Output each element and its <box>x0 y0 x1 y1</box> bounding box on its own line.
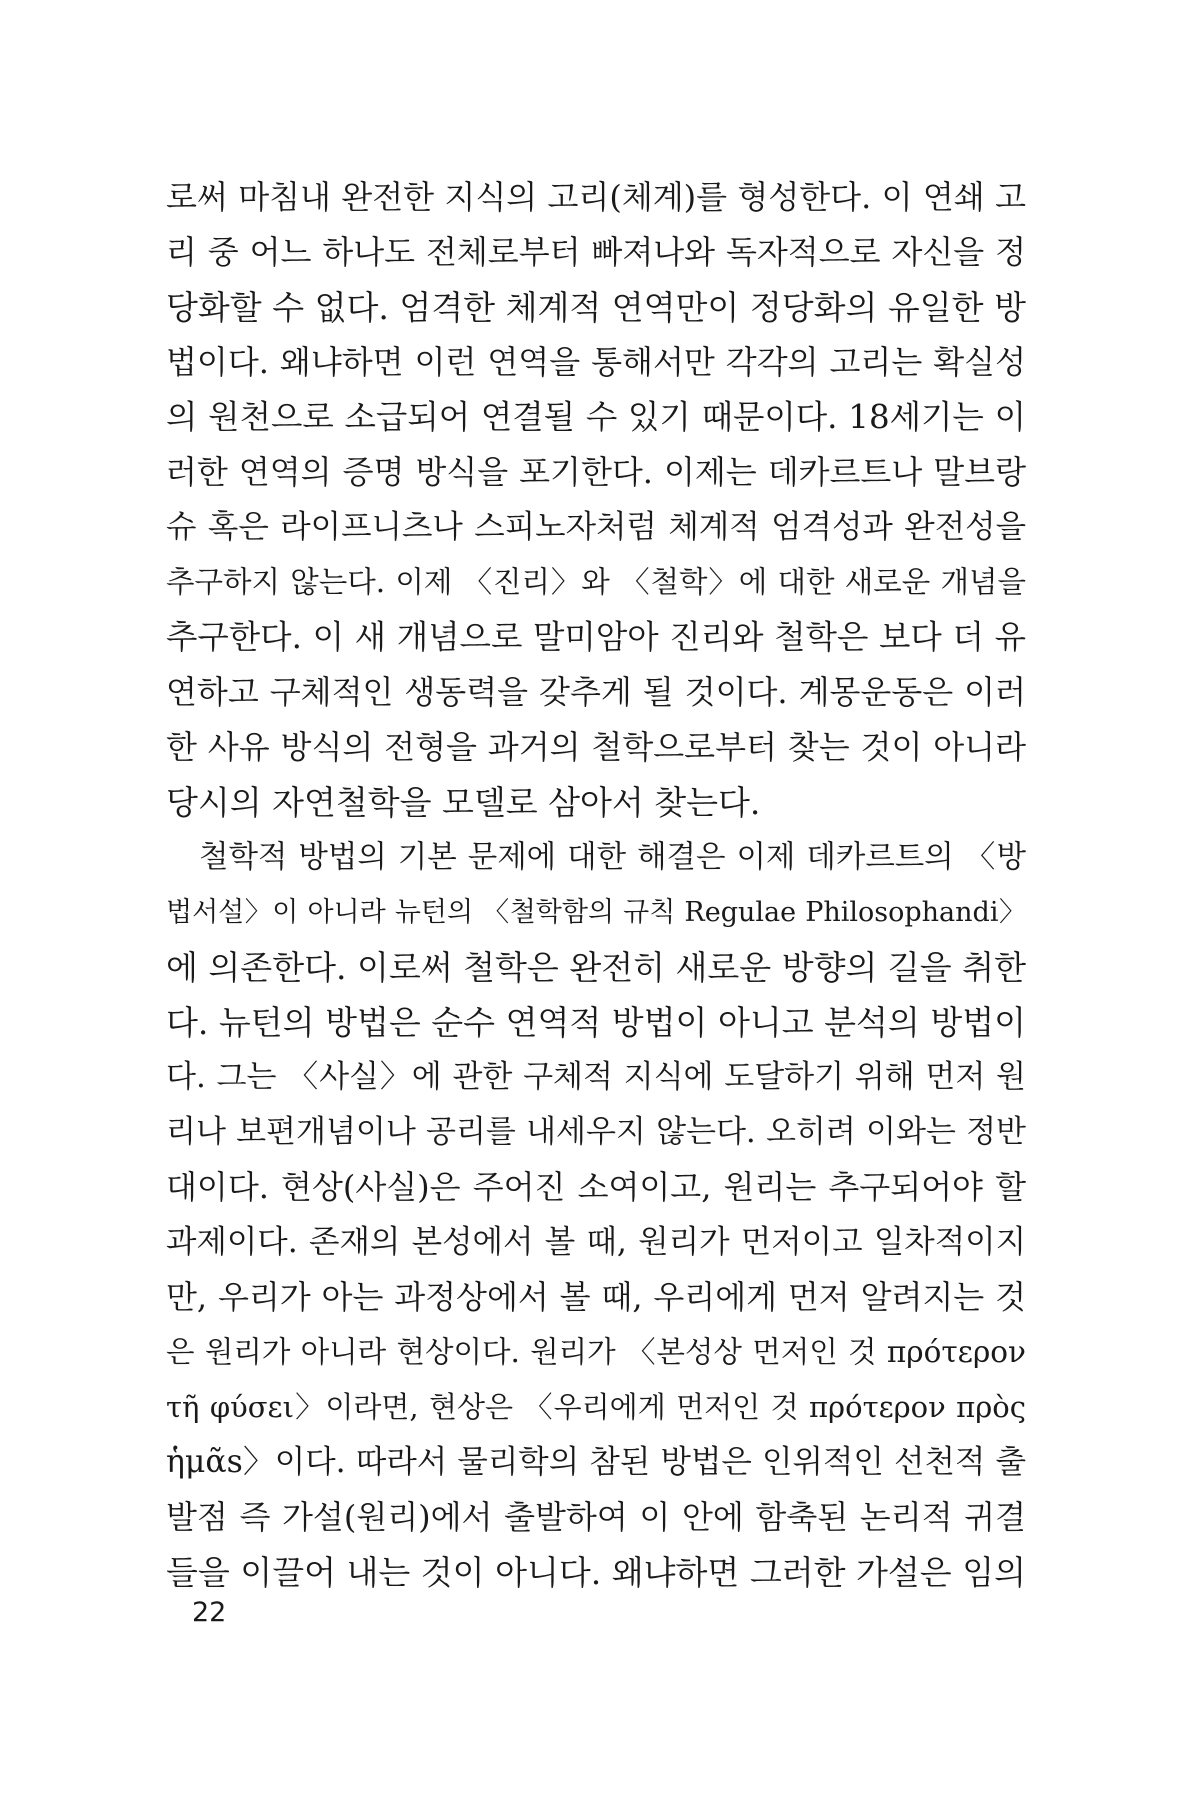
text-line: 만, 우리가 아는 과정상에서 볼 때, 우리에게 먼저 알려지는 것 <box>166 1278 1026 1316</box>
text-line: 로써 마침내 완전한 지식의 고리(체계)를 형성한다. 이 연쇄 고 <box>166 178 1026 216</box>
text-line: 들을 이끌어 내는 것이 아니다. 왜냐하면 그러한 가설은 임의 <box>166 1553 1026 1592</box>
text-line: 법서설〉이 아니라 뉴턴의 〈철학함의 규칙 Regulae Philosophandi〉 <box>166 897 1026 928</box>
text-line: 과제이다. 존재의 본성에서 볼 때, 원리가 먼저이고 일차적이지 <box>166 1224 1027 1260</box>
text-line: 철학적 방법의 기본 문제에 대한 해결은 이제 데카르트의 〈방 <box>199 840 1026 875</box>
text-line: 법이다. 왜냐하면 이런 연역을 통해서만 각각의 고리는 확실성 <box>166 343 1026 381</box>
text-line: 당화할 수 없다. 엄격한 체계적 연역만이 정당화의 유일한 방 <box>166 288 1026 327</box>
text-line: 리 중 어느 하나도 전체로부터 빠져나와 독자적으로 자신을 정 <box>166 233 1026 271</box>
page-number: 22 <box>192 1597 227 1628</box>
text-line: 슈 혹은 라이프니츠나 스피노자처럼 체계적 엄격성과 완전성을 <box>166 509 1026 545</box>
body-text <box>166 170 1026 1600</box>
text-line: 연하고 구체적인 생동력을 갖추게 될 것이다. 계몽운동은 이러 <box>166 673 1026 711</box>
paragraph-1 <box>166 170 1026 830</box>
text-line: ἡμᾶs〉이다. 따라서 물리학의 참된 방법은 인위적인 선천적 출 <box>166 1444 1026 1480</box>
text-line: 리나 보편개념이나 공리를 내세우지 않는다. 오히려 이와는 정반 <box>166 1114 1026 1150</box>
text-line: 대이다. 현상(사실)은 주어진 소여이고, 원리는 추구되어야 할 <box>166 1168 1026 1206</box>
text-line: τῆ φύσει〉이라면, 현상은 〈우리에게 먼저인 것 πρότερον πρὸς <box>166 1390 1026 1424</box>
text-line: 한 사유 방식의 전형을 과거의 철학으로부터 찾는 것이 아니라 <box>166 728 1026 766</box>
text-line: 러한 연역의 증명 방식을 포기한다. 이제는 데카르트나 말브랑 <box>166 453 1026 491</box>
text-line: 다. 그는 〈사실〉에 관한 구체적 지식에 도달하기 위해 먼저 원 <box>166 1059 1026 1095</box>
text-line: 의 원천으로 소급되어 연결될 수 있기 때문이다. 18세기는 이 <box>166 398 1026 436</box>
text-line: 추구한다. 이 새 개념으로 말미암아 진리와 철학은 보다 더 유 <box>166 618 1026 656</box>
text-line: 추구하지 않는다. 이제 〈진리〉와 〈철학〉에 대한 새로운 개념을 <box>166 565 1026 599</box>
text-line: 발점 즉 가설(원리)에서 출발하여 이 안에 함축된 논리적 귀결 <box>166 1498 1026 1536</box>
text-line: 당시의 자연철학을 모델로 삼아서 찾는다. <box>166 783 761 822</box>
text-line: 은 원리가 아니라 현상이다. 원리가 〈본성상 먼저인 것 πρότερον <box>166 1335 1026 1369</box>
text-line: 에 의존한다. 이로써 철학은 완전히 새로운 방향의 길을 취한 <box>166 948 1026 987</box>
paragraph-2 <box>166 830 1026 1600</box>
text-line: 다. 뉴턴의 방법은 순수 연역적 방법이 아니고 분석의 방법이 <box>166 1003 1026 1042</box>
